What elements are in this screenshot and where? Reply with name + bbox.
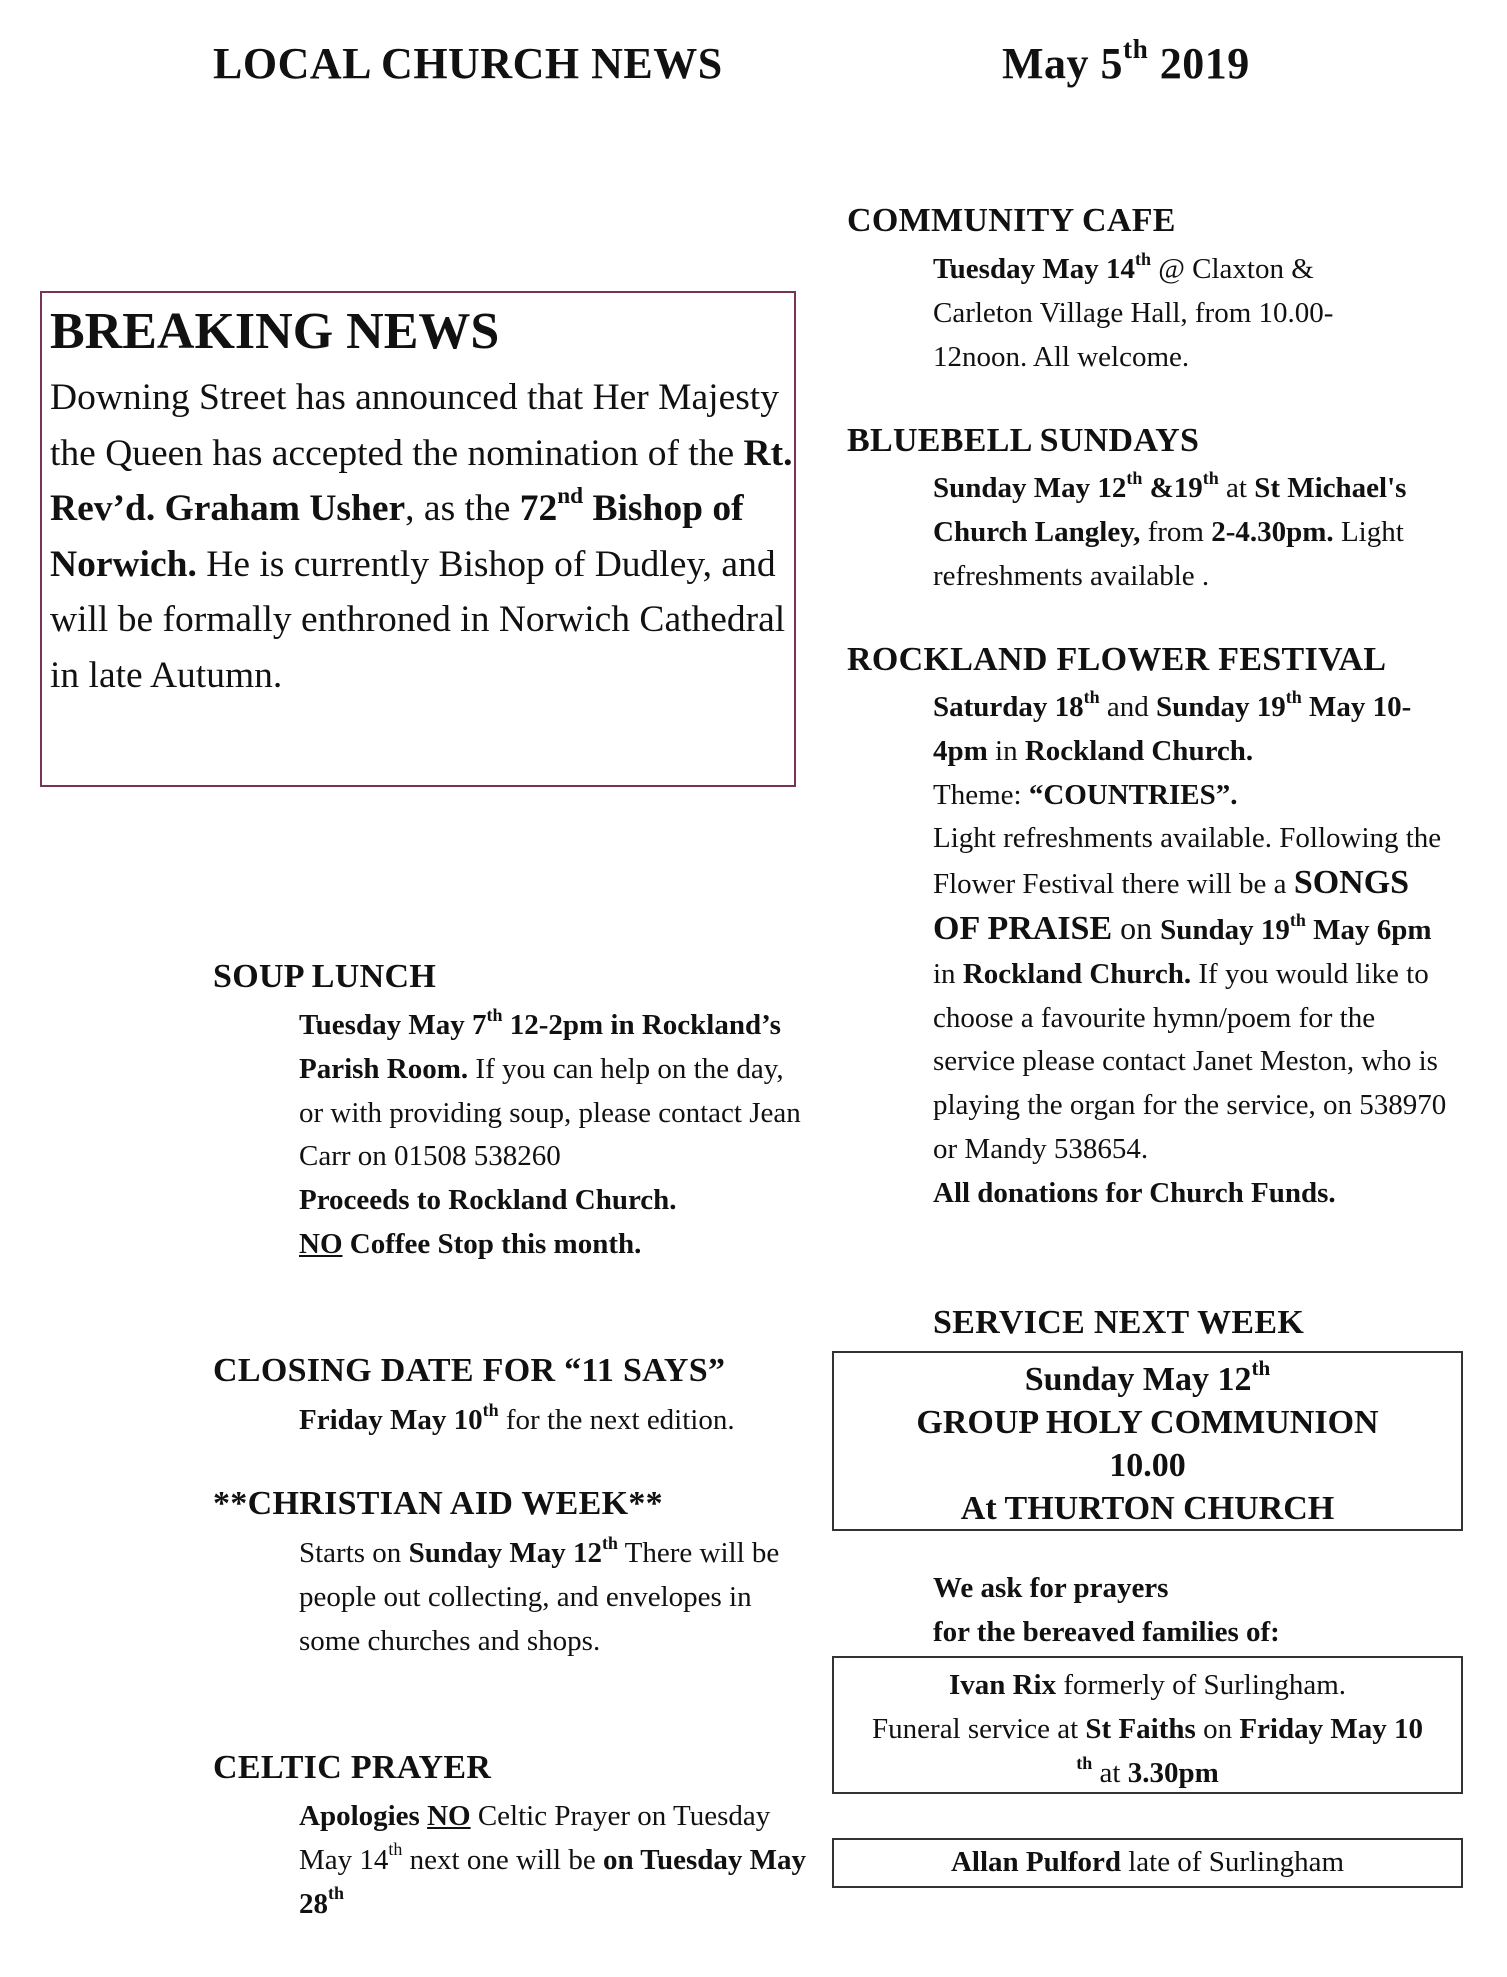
flower-festival-text: Saturday 18th and Sunday 19th May 10-4pm in Rockland Church. Theme: “COUNTRIES”. Light refreshments available. Following the Flower Festival there will be a SONGS OF PRAISE on Sunday 19th May 6pm in Rockland Church. If you would like to choose a favourite hymn/poem for the service please contact Janet Meston, who is playing the organ for the service, on 538970 or Mandy 538654. All donations for Church Funds. bbox=[933, 686, 1447, 1209]
issue-date: May 5th 2019 bbox=[1002, 34, 1250, 88]
christian-aid-heading: **CHRISTIAN AID WEEK** bbox=[213, 1485, 663, 1522]
bluebell-sundays-heading: BLUEBELL SUNDAYS bbox=[847, 422, 1200, 459]
prayers-request: We ask for prayers for the bereaved families of: bbox=[933, 1572, 1280, 1648]
soup-lunch-text: Tuesday May 7th 12-2pm in Rockland’s Parish Room. If you can help on the day, or with providing soup, please contact Jean Carr on 01508 538260 Proceeds to Rockland Church. NO Coffee Stop this month. bbox=[299, 1004, 801, 1260]
service-title: GROUP HOLY COMMUNION bbox=[916, 1404, 1379, 1441]
closing-date-heading: CLOSING DATE FOR “11 SAYS” bbox=[213, 1352, 726, 1389]
breaking-news-text: Downing Street has announced that Her Majesty the Queen has accepted the nomination of the Rt. Rev’d. Graham Usher, as the 72nd Bishop of Norwich. He is currently Bishop of Dudley, and will be formally enthroned in Norwich Cathedral in late Autumn. bbox=[50, 377, 793, 696]
bluebell-sundays-text: Sunday May 12th &19th at St Michael's Church Langley, from 2-4.30pm. Light refreshments available . bbox=[933, 467, 1407, 592]
christian-aid-text: Starts on Sunday May 12th There will be people out collecting, and envelopes in some churches and shops. bbox=[299, 1532, 780, 1657]
bereaved-box-2: Allan Pulford late of Surlingham bbox=[832, 1838, 1463, 1888]
service-box bbox=[832, 1351, 1463, 1531]
bereaved-day-suffix: th bbox=[1076, 1752, 1093, 1773]
service-time: 10.00 bbox=[1109, 1447, 1186, 1484]
community-cafe-text: Tuesday May 14th @ Claxton & Carleton Village Hall, from 10.00-12noon. All welcome. bbox=[933, 248, 1334, 373]
service-next-week-heading: SERVICE NEXT WEEK bbox=[933, 1304, 1305, 1341]
flower-festival-heading: ROCKLAND FLOWER FESTIVAL bbox=[847, 641, 1387, 678]
page-title: LOCAL CHURCH NEWS bbox=[213, 39, 723, 88]
service-location: At THURTON CHURCH bbox=[960, 1490, 1335, 1527]
soup-lunch-heading: SOUP LUNCH bbox=[213, 958, 437, 995]
celtic-prayer-text: Apologies NO Celtic Prayer on Tuesday May 14th next one will be on Tuesday May 28th bbox=[299, 1800, 807, 1920]
community-cafe-heading: COMMUNITY CAFE bbox=[847, 202, 1176, 239]
closing-date-text: Friday May 10th for the next edition. bbox=[299, 1399, 735, 1436]
service-date: Sunday May 12th bbox=[1024, 1355, 1271, 1398]
breaking-news-heading: BREAKING NEWS bbox=[50, 303, 500, 360]
celtic-prayer-heading: CELTIC PRAYER bbox=[213, 1749, 492, 1786]
bereaved-box-1: Ivan Rix formerly of Surlingham. Funeral service at St Faiths on Friday May 10 $^{th}$ at 3.30pm bbox=[832, 1656, 1463, 1794]
